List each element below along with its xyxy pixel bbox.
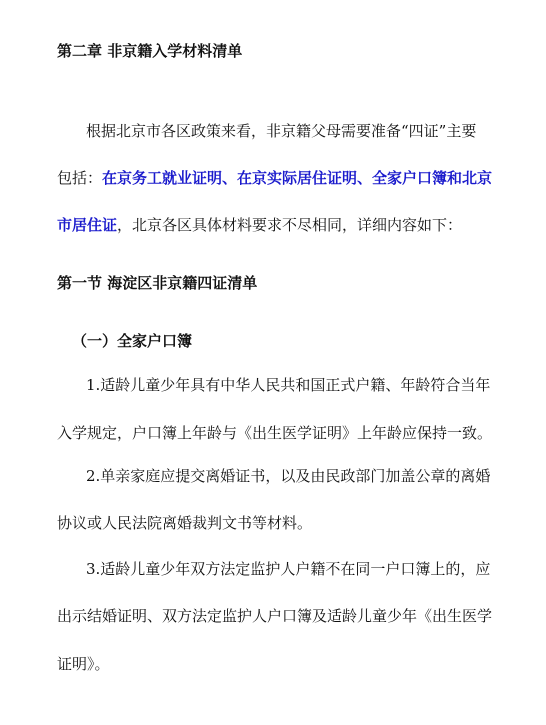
item-3-line-2: 出示结婚证明、双方法定监护人户口簿及适龄儿童少年《出生医学	[57, 607, 493, 625]
item-2-line-1: 2.单亲家庭应提交离婚证书，以及由民政部门加盖公章的离婚	[86, 467, 491, 485]
intro-lead-text: 包括：	[57, 169, 103, 187]
intro-highlight-2: 市居住证	[57, 216, 118, 234]
section-title: 第一节 海淀区非京籍四证清单	[57, 274, 258, 292]
item-3-line-3: 证明》。	[57, 655, 110, 673]
item-1-line-2: 入学规定，户口簿上年龄与《出生医学证明》上年龄应保持一致。	[57, 424, 493, 442]
chapter-title: 第二章 非京籍入学材料清单	[57, 42, 243, 60]
subsection-title: （一）全家户口簿	[72, 332, 193, 350]
intro-highlight-1: 在京务工就业证明、在京实际居住证明、全家户口簿和北京	[102, 169, 493, 187]
intro-tail-text: ，北京各区具体材料要求不尽相同，详细内容如下：	[117, 216, 463, 234]
item-2-line-2: 协议或人民法院离婚裁判文书等材料。	[57, 514, 313, 532]
intro-line-1: 根据北京市各区政策来看，非京籍父母需要准备“四证”主要	[86, 122, 477, 140]
item-3-line-1: 3.适龄儿童少年双方法定监护人户籍不在同一户口簿上的，应	[86, 560, 491, 578]
intro-line-3	[57, 214, 546, 235]
item-1-line-1: 1.适龄儿童少年具有中华人民共和国正式户籍、年龄符合当年	[86, 376, 491, 394]
intro-line-2	[57, 167, 546, 188]
